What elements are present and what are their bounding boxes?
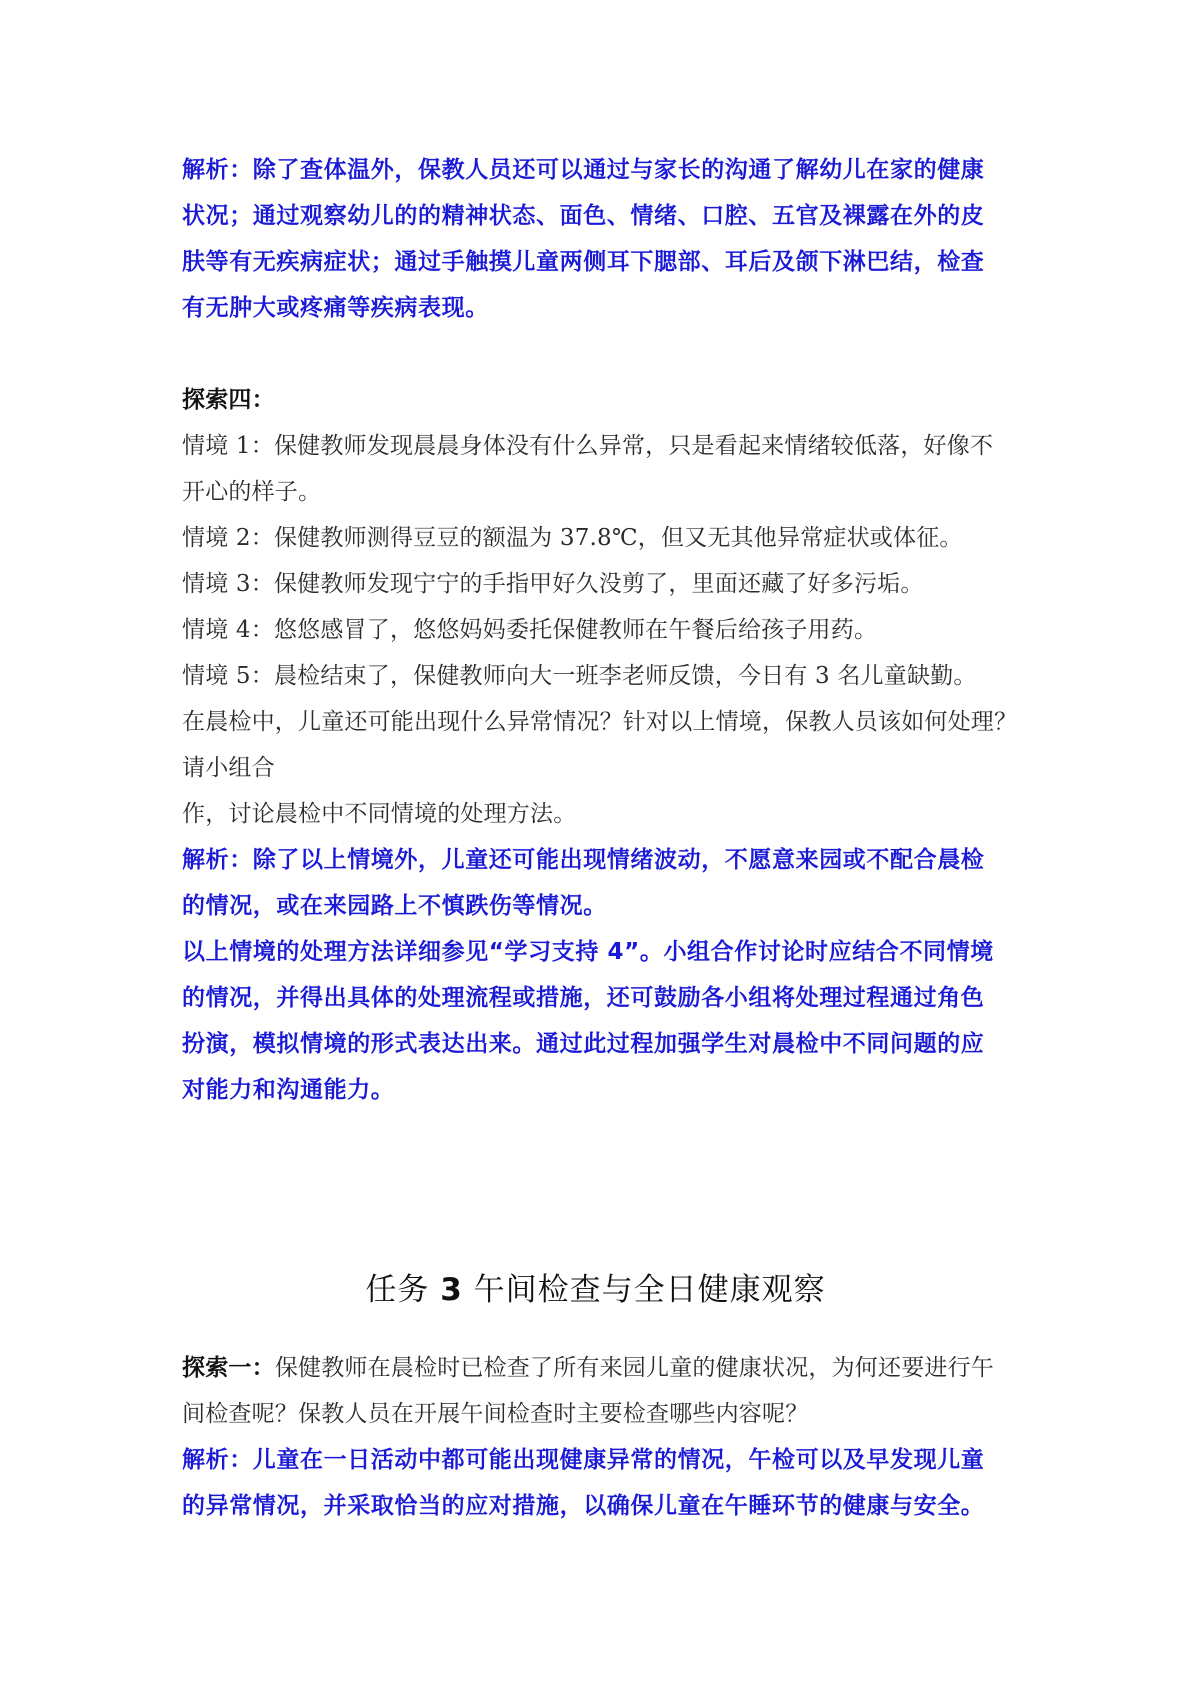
analysis-line: 以上情境的处理方法详细参见“学习支持 4”。小组合作讨论时应结合不同情境 — [182, 939, 994, 965]
analysis-line: 解析：儿童在一日活动中都可能出现健康异常的情况，午检可以及早发现儿童 — [182, 1447, 985, 1473]
question-line: 请小组合 — [182, 755, 275, 781]
analysis-line: 解析：除了以上情境外，儿童还可能出现情绪波动，不愿意来园或不配合晨检 — [182, 847, 985, 873]
explore-1-question-cont: 间检查呢？保教人员在开展午间检查时主要检查哪些内容呢？ — [182, 1401, 809, 1427]
analysis-line: 扮演，模拟情境的形式表达出来。通过此过程加强学生对晨检中不同问题的应 — [182, 1031, 985, 1057]
analysis-line: 对能力和沟通能力。 — [182, 1077, 395, 1103]
task-title-text: 午间检查与全日健康观察 — [473, 1272, 826, 1308]
task-title — [0, 1270, 1191, 1310]
situation-line: 情境 5：晨检结束了，保健教师向大一班李老师反馈，今日有 3 名儿童缺勤。 — [182, 663, 977, 689]
analysis-line: 的情况，并得出具体的处理流程或措施，还可鼓励各小组将处理过程通过角色 — [182, 985, 985, 1011]
task-title-number: 3 — [440, 1272, 463, 1308]
explore-1-text: 保健教师在晨检时已检查了所有来园儿童的健康状况，为何还要进行午 — [274, 1355, 995, 1381]
analysis-line: 肤等有无疾病症状；通过手触摸儿童两侧耳下腮部、耳后及颌下淋巴结，检查 — [182, 249, 985, 275]
situation-line: 开心的样子。 — [182, 479, 322, 505]
section-heading-explore-4: 探索四： — [182, 387, 275, 413]
explore-1-question — [182, 1353, 994, 1383]
explore-1-label: 探索一： — [182, 1355, 275, 1381]
question-line: 在晨检中，儿童还可能出现什么异常情况？针对以上情境，保教人员该如何处理？ — [182, 709, 1018, 735]
situation-line: 情境 1：保健教师发现晨晨身体没有什么异常，只是看起来情绪较低落，好像不 — [182, 433, 994, 459]
analysis-line: 的异常情况，并采取恰当的应对措施，以确保儿童在午睡环节的健康与安全。 — [182, 1493, 985, 1519]
analysis-line: 解析：除了查体温外，保教人员还可以通过与家长的沟通了解幼儿在家的健康 — [182, 157, 985, 183]
analysis-line: 的情况，或在来园路上不慎跌伤等情况。 — [182, 893, 607, 919]
situation-line: 情境 2：保健教师测得豆豆的额温为 37.8℃，但又无其他异常症状或体征。 — [182, 525, 963, 551]
task-title-prefix: 任务 — [365, 1272, 430, 1308]
analysis-line: 状况；通过观察幼儿的的精神状态、面色、情绪、口腔、五官及裸露在外的皮 — [182, 203, 985, 229]
situation-line: 情境 4：悠悠感冒了，悠悠妈妈委托保健教师在午餐后给孩子用药。 — [182, 617, 878, 643]
situation-line: 情境 3：保健教师发现宁宁的手指甲好久没剪了，里面还藏了好多污垢。 — [182, 571, 924, 597]
question-line: 作，讨论晨检中不同情境的处理方法。 — [182, 801, 577, 827]
analysis-line: 有无肿大或疼痛等疾病表现。 — [182, 295, 489, 321]
